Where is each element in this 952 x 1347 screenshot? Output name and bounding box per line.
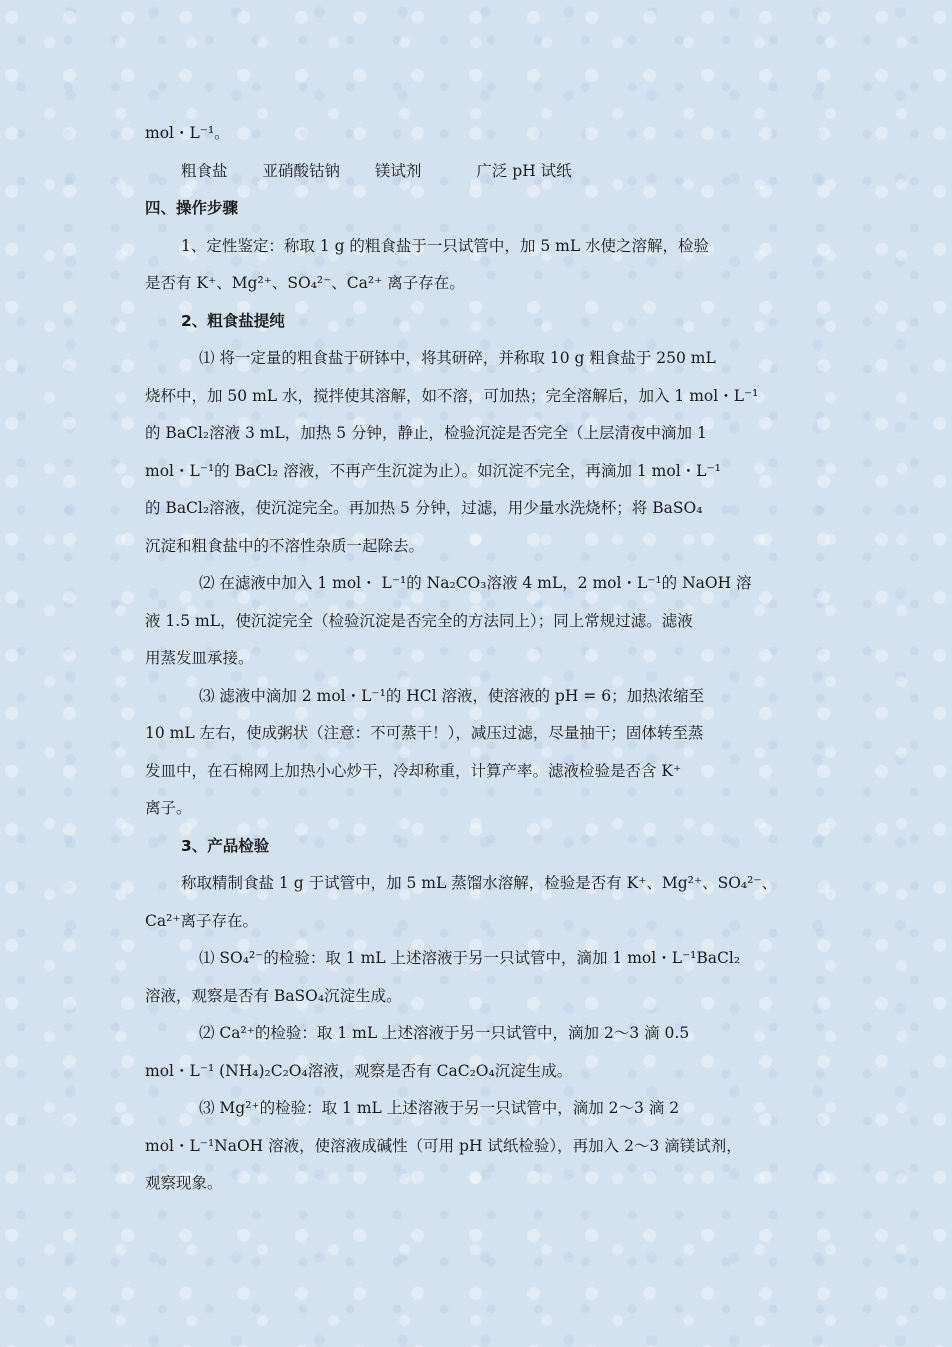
text-line: 的 BaCl₂溶液，使沉淀完全。再加热 5 分钟，过滤，用少量水洗烧杯；将 BaSO₄ xyxy=(145,499,703,517)
document-page xyxy=(145,115,810,1203)
text-line: 发皿中，在石棉网上加热小心炒干，冷却称重，计算产率。滤液检验是否含 K⁺ xyxy=(145,761,682,780)
text-line: ⑵ 在滤液中加入 1 mol・ L⁻¹的 Na₂CO₃溶液 4 mL，2 mol・L⁻¹的 NaOH 溶 xyxy=(199,574,752,592)
text-line: 离子。 xyxy=(145,799,192,817)
text-line: mol・L⁻¹NaOH 溶液，使溶液成碱性（可用 pH 试纸检验），再加入 2～3 滴镁试剂， xyxy=(145,1136,742,1155)
text-line: 烧杯中，加 50 mL 水，搅拌使其溶解，如不溶，可加热；完全溶解后，加入 1 mol・L⁻¹ xyxy=(145,386,759,405)
text-line: mol・L⁻¹ (NH₄)₂C₂O₄溶液，观察是否有 CaC₂O₄沉淀生成。 xyxy=(145,1061,573,1080)
text-line: 用蒸发皿承接。 xyxy=(145,649,254,667)
reagent-item: 粗食盐 xyxy=(181,161,228,180)
reagent-item: 广泛 pH 试纸 xyxy=(476,161,572,180)
text-line: 的 BaCl₂溶液 3 mL，加热 5 分钟，静止，检验沉淀是否完全（上层清夜中滴加 1 xyxy=(145,424,707,442)
text-line: ⑶ Mg²⁺的检验：取 1 mL 上述溶液于另一只试管中，滴加 2～3 滴 2 xyxy=(199,1099,680,1117)
text-line: 称取精制食盐 1 g 于试管中，加 5 mL 蒸馏水溶解，检验是否有 K⁺、Mg²⁺、SO₄²⁻、 xyxy=(181,874,778,892)
text-line: ⑴ SO₄²⁻的检验：取 1 mL 上述溶液于另一只试管中，滴加 1 mol・L⁻¹BaCl₂ xyxy=(199,949,741,967)
text-line: ⑵ Ca²⁺的检验：取 1 mL 上述溶液于另一只试管中，滴加 2～3 滴 0.5 xyxy=(199,1024,690,1042)
subsection-heading: 2、粗食盐提纯 xyxy=(181,311,285,330)
text-line: 是否有 K⁺、Mg²⁺、SO₄²⁻、Ca²⁺ 离子存在。 xyxy=(145,274,465,292)
reagent-list xyxy=(145,153,810,191)
text-line: 10 mL 左右，使成粥状（注意：不可蒸干！），减压过滤，尽量抽干；固体转至蒸 xyxy=(145,724,704,742)
reagent-item: 亚硝酸钴钠 xyxy=(262,161,340,180)
text-line: 观察现象。 xyxy=(145,1174,223,1192)
text-line: 溶液，观察是否有 BaSO₄沉淀生成。 xyxy=(145,986,402,1005)
section-heading: 四、操作步骤 xyxy=(145,199,239,217)
text-line: 1、定性鉴定：称取 1 g 的粗食盐于一只试管中，加 5 mL 水使之溶解，检验 xyxy=(181,236,710,255)
text-line: Ca²⁺离子存在。 xyxy=(145,911,258,930)
text-line: ⑶ 滤液中滴加 2 mol・L⁻¹的 HCl 溶液，使溶液的 pH = 6；加热浓缩至 xyxy=(199,686,705,705)
text-line: ⑴ 将一定量的粗食盐于研钵中，将其研碎，并称取 10 g 粗食盐于 250 mL xyxy=(199,349,716,367)
text-line: mol・L⁻¹。 xyxy=(145,124,230,142)
text-line: 液 1.5 mL，使沉淀完全（检验沉淀是否完全的方法同上）；同上常规过滤。滤液 xyxy=(145,611,693,630)
subsection-heading: 3、产品检验 xyxy=(181,836,270,855)
reagent-item: 镁试剂 xyxy=(374,161,422,180)
text-line: 沉淀和粗食盐中的不溶性杂质一起除去。 xyxy=(145,536,425,555)
text-line: mol・L⁻¹的 BaCl₂ 溶液，不再产生沉淀为止）。如沉淀不完全，再滴加 1 mol・L⁻¹ xyxy=(145,461,721,480)
